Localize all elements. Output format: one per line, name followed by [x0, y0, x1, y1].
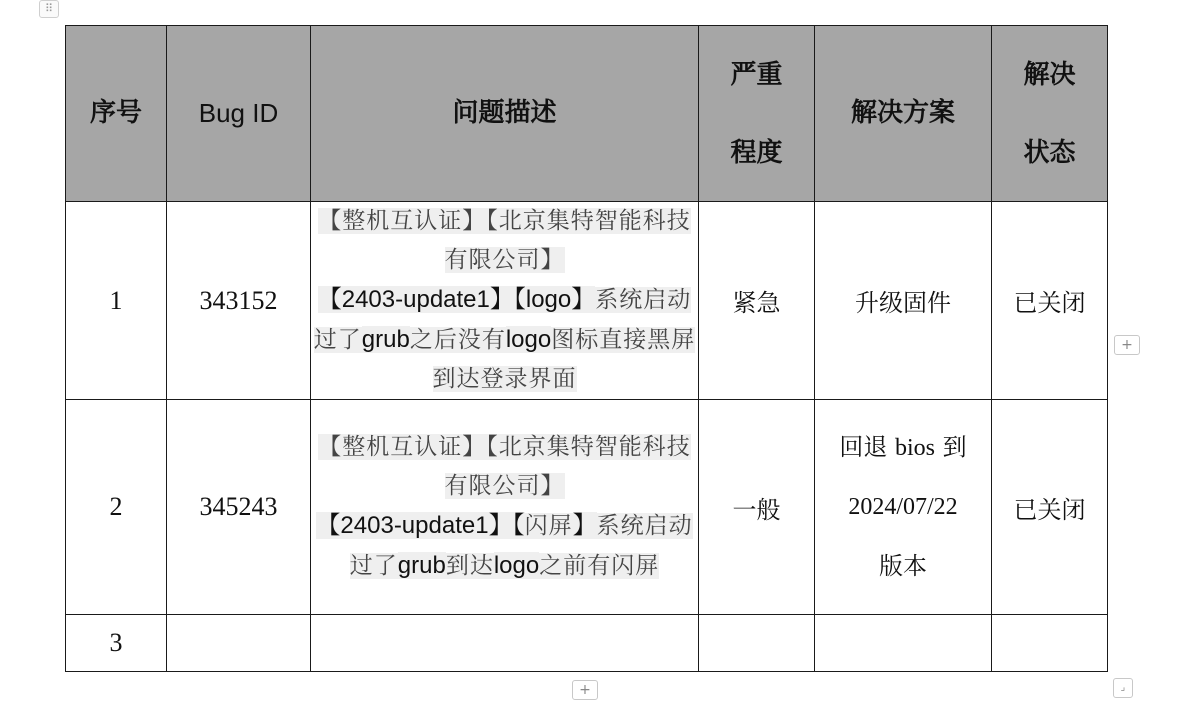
- desc-version: 2403-update1: [340, 512, 489, 539]
- table-row: [66, 202, 1108, 400]
- cell-severity[interactable]: [699, 615, 815, 672]
- header-status-line1: 解决: [1023, 59, 1076, 90]
- desc-tag-text: 【整机互认证】【北京集特智能科技有限公司】: [318, 434, 691, 499]
- table-resize-handle[interactable]: [1113, 678, 1133, 698]
- solution-bios: bios: [894, 435, 935, 461]
- header-solution[interactable]: 解决方案: [815, 26, 992, 202]
- cell-bug-id[interactable]: 345243: [167, 400, 311, 615]
- desc-bracket: 【: [316, 512, 341, 539]
- desc-bracket: 】: [572, 512, 597, 539]
- desc-tag-logo: logo: [525, 286, 572, 313]
- solution-date: 2024/07/22: [848, 494, 958, 520]
- desc-tag-flash: 闪屏: [524, 513, 573, 539]
- header-description[interactable]: 问题描述: [311, 26, 699, 202]
- cell-description[interactable]: [311, 202, 699, 400]
- desc-logo: logo: [493, 552, 540, 579]
- table-row: [66, 400, 1108, 615]
- desc-tag-text: 【整机互认证】【北京集特智能科技有限公司】: [318, 208, 691, 273]
- desc-bracket: 【: [317, 286, 342, 313]
- resize-corner-icon: ⌟: [1120, 682, 1126, 693]
- desc-text: 系统启动过了: [349, 513, 693, 579]
- desc-grub: grub: [361, 326, 410, 353]
- header-index[interactable]: 序号: [66, 26, 167, 202]
- header-severity[interactable]: [699, 26, 815, 202]
- header-status[interactable]: [992, 26, 1108, 202]
- table-row: [66, 615, 1108, 672]
- cell-status[interactable]: 已关闭: [992, 400, 1108, 615]
- desc-text: 图标直接黑屏到达登录界面: [432, 327, 696, 392]
- desc-bracket: 】【: [488, 512, 525, 539]
- cell-solution[interactable]: [815, 615, 992, 672]
- desc-text: 之后没有: [409, 327, 506, 353]
- solution-line: [815, 418, 991, 478]
- cell-bug-id[interactable]: [167, 615, 311, 672]
- add-row-button[interactable]: [572, 680, 598, 700]
- cell-status[interactable]: [992, 615, 1108, 672]
- header-bug-id[interactable]: Bug ID: [167, 26, 311, 202]
- desc-bracket: 】【: [489, 286, 526, 313]
- cell-description[interactable]: [311, 400, 699, 615]
- bug-table: [65, 25, 1108, 672]
- plus-icon: +: [1121, 337, 1133, 353]
- cell-description[interactable]: [311, 615, 699, 672]
- add-column-button[interactable]: [1114, 335, 1140, 355]
- header-row: [66, 26, 1108, 202]
- desc-text: 到达: [445, 553, 494, 579]
- cell-solution[interactable]: 升级固件: [815, 202, 992, 400]
- cell-index[interactable]: 2: [66, 400, 167, 615]
- solution-text: 到: [935, 433, 967, 461]
- cell-status[interactable]: 已关闭: [992, 202, 1108, 400]
- table-drag-handle[interactable]: [39, 0, 59, 18]
- header-status-line2: 状态: [1023, 137, 1076, 168]
- desc-bracket: 】: [571, 286, 596, 313]
- desc-text: 之前有闪屏: [539, 553, 660, 579]
- cell-severity[interactable]: 一般: [699, 400, 815, 615]
- grip-dots-icon: ⠿: [44, 2, 54, 15]
- cell-solution[interactable]: [815, 400, 992, 615]
- cell-index[interactable]: 1: [66, 202, 167, 400]
- cell-bug-id[interactable]: 343152: [167, 202, 311, 400]
- cell-severity[interactable]: 紧急: [699, 202, 815, 400]
- solution-text: 回退: [839, 433, 895, 461]
- solution-text: 版本: [879, 552, 927, 580]
- desc-text: 系统启动过了: [313, 287, 692, 353]
- header-severity-line1: 严重: [730, 59, 783, 90]
- plus-icon: +: [579, 682, 591, 698]
- header-severity-line2: 程度: [730, 137, 783, 168]
- desc-grub: grub: [397, 552, 446, 579]
- desc-logo: logo: [505, 326, 552, 353]
- desc-version: 2403-update1: [341, 286, 490, 313]
- cell-index[interactable]: 3: [66, 615, 167, 672]
